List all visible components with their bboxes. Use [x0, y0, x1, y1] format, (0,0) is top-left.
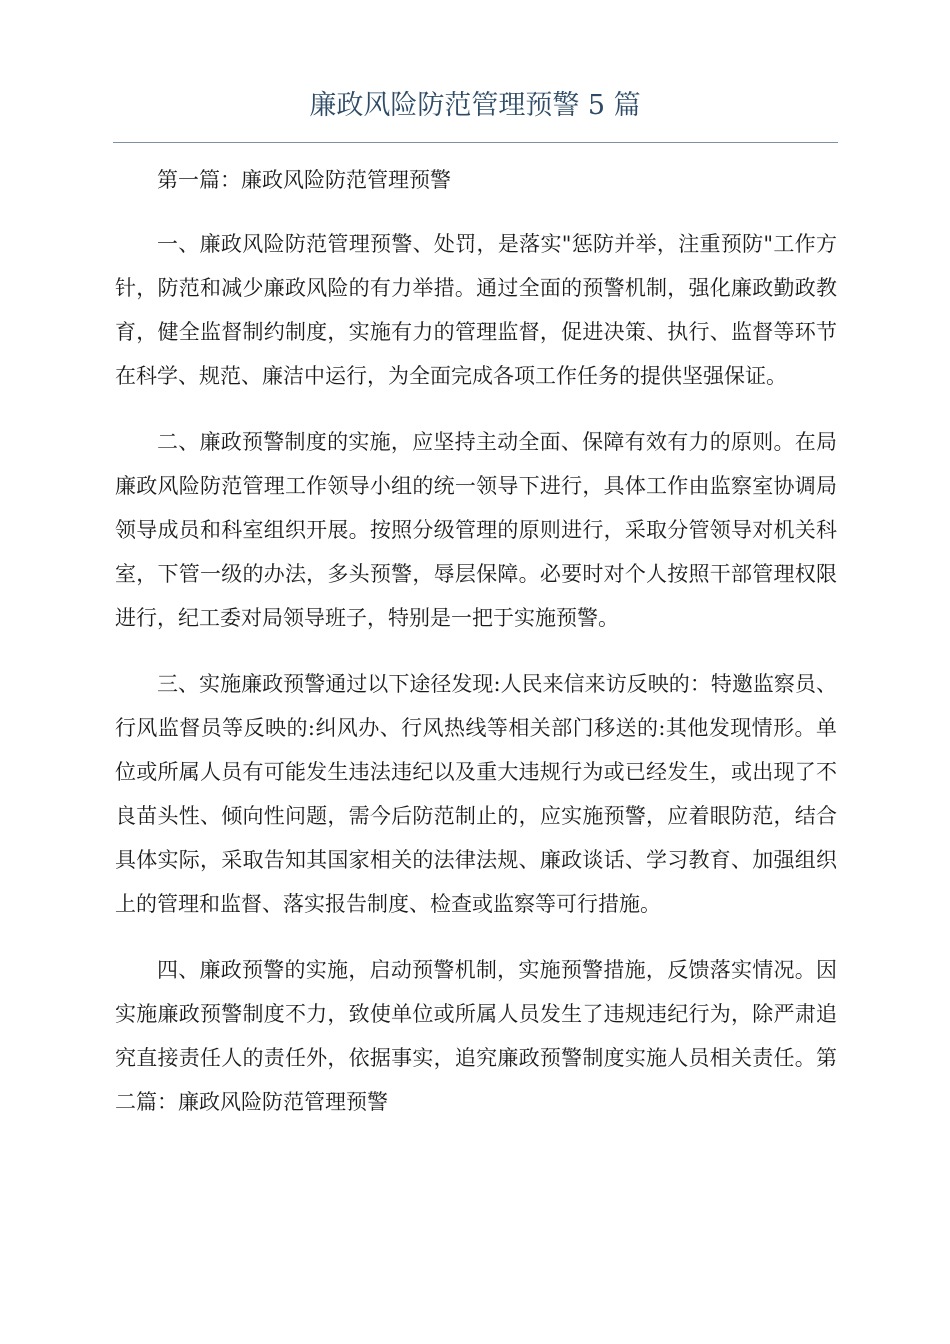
paragraph-3: 三、实施廉政预警通过以下途径发现:人民来信来访反映的：特邀监察员、行风监督员等反映的:纠风办、行风热线等相关部门移送的:其他发现情形。单位或所属人员有可能发生违法违纪以及重大违规行为或已经发生，或出现了不良苗头性、倾向性问题，需今后防范制止的，应实施预警，应着眼防范，结合具体实际，采取告知其国家相关的法律法规、廉政谈话、学习教育、加强组织上的管理和监督、落实报告制度、检查或监察等可行措施。: [115, 672, 837, 916]
section-heading: 第一篇：廉政风险防范管理预警: [157, 168, 451, 192]
paragraph-4: 四、廉政预警的实施，启动预警机制，实施预警措施，反馈落实情况。因实施廉政预警制度不力，致使单位或所属人员发生了违规违纪行为，除严肃追究直接责任人的责任外，依据事实，追究廉政预警制度实施人员相关责任。第二篇：廉政风险防范管理预警: [115, 958, 837, 1114]
paragraph-1: 一、廉政风险防范管理预警、处罚，是落实"惩防并举，注重预防"工作方针，防范和减少廉政风险的有力举措。通过全面的预警机制，强化廉政勤政教育，健全监督制约制度，实施有力的管理监督，促进决策、执行、监督等环节在科学、规范、廉洁中运行，为全面完成各项工作任务的提供坚强保证。: [115, 232, 837, 388]
document-title: 廉政风险防范管理预警 5 篇: [309, 90, 641, 121]
document-body: [115, 158, 837, 1146]
title-divider: [113, 142, 838, 143]
paragraph-2: 二、廉政预警制度的实施，应坚持主动全面、保障有效有力的原则。在局廉政风险防范管理工作领导小组的统一领导下进行，具体工作由监察室协调局领导成员和科室组织开展。按照分级管理的原则进行，采取分管领导对机关科室，下管一级的办法，多头预警，辱层保障。必要时对个人按照干部管理权限进行，纪工委对局领导班子，特别是一把于实施预警。: [115, 430, 837, 630]
